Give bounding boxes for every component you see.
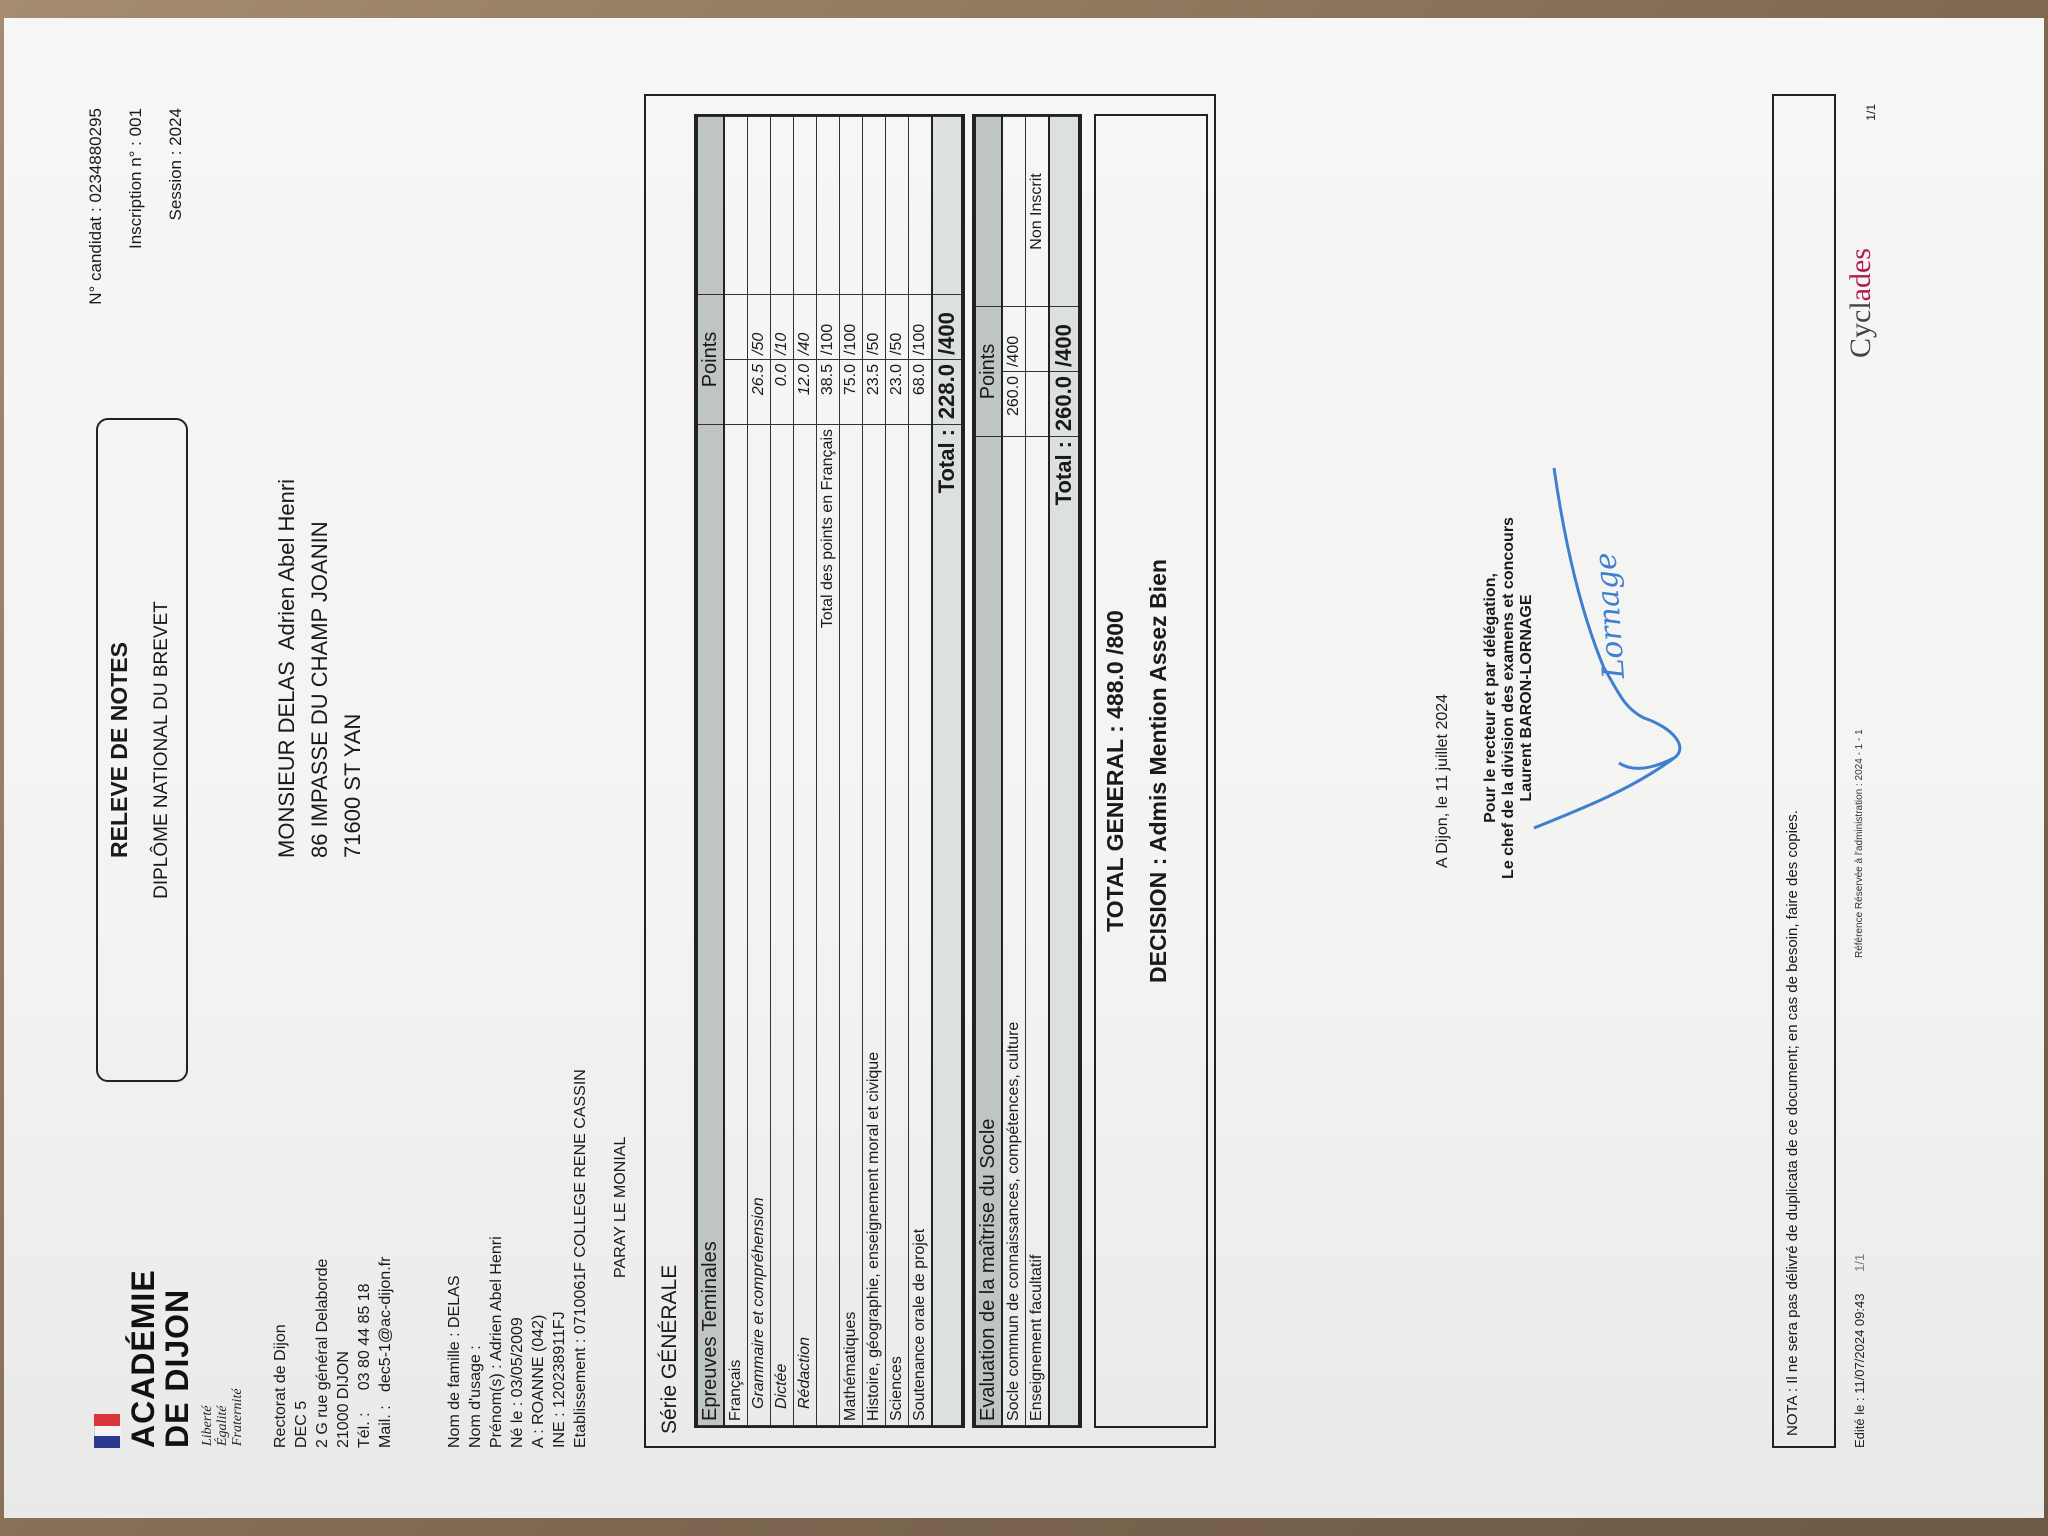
epreuve-max: /100	[909, 295, 933, 360]
session: Session : 2024	[166, 108, 185, 221]
document-page	[4, 18, 2044, 1518]
rectorat-address: Rectorat de Dijon DEC 5 2 G rue général Delaborde 21000 DIJON Tél. : 03 80 44 85 18 Mail. : dec5-1@ac-dijon.fr	[272, 1256, 394, 1448]
epreuve-points: 23.0	[886, 360, 909, 425]
epreuve-label: Total des points en Français	[817, 425, 840, 1426]
svg-text:Lornage: Lornage	[1588, 551, 1632, 680]
decision: DECISION : Admis Mention Assez Bien	[1145, 559, 1171, 983]
epreuve-max	[724, 295, 748, 360]
epreuve-row	[909, 117, 933, 1426]
document-subtitle: DIPLÔME NATIONAL DU BREVET	[151, 601, 172, 899]
epreuves-table	[694, 114, 965, 1428]
socle-points	[1026, 372, 1050, 437]
result-box	[1094, 114, 1208, 1428]
academie-logo-text: ACADÉMIE DE DIJON	[125, 1269, 195, 1448]
inscription-number: Inscription n° : 001	[126, 108, 145, 249]
serie-header: Série GÉNÉRALE	[644, 94, 696, 1448]
epreuve-row	[724, 117, 748, 1426]
socle-label: Socle commun de connaissances, compétences, culture	[1002, 437, 1026, 1426]
reference-admin: Référence Réservée à l'administration : 2024 - 1 - 1	[1854, 729, 1865, 958]
epreuve-label: Français	[724, 425, 748, 1426]
devise: Liberté Égalité Fraternité	[200, 1388, 245, 1446]
epreuve-row	[863, 117, 886, 1426]
signature-block: Pour le recteur et par délégation, Le chef de la division des examens et concours Laurent BARON-LORNAGE	[1482, 517, 1535, 879]
candidate-info	[76, 108, 196, 305]
epreuve-row	[840, 117, 863, 1426]
epreuve-label: Sciences	[886, 425, 909, 1426]
epreuve-points: 75.0	[840, 360, 863, 425]
socle-max	[1026, 307, 1050, 372]
socle-total-row: Total : 260.0 /400	[1049, 117, 1079, 1426]
etablissement-city: PARAY LE MONIAL	[612, 1136, 629, 1278]
epreuve-max: /50	[748, 295, 771, 360]
epreuve-max: /100	[817, 295, 840, 360]
socle-status	[1002, 117, 1026, 307]
epreuve-row	[794, 117, 817, 1426]
epreuve-max: /10	[771, 295, 794, 360]
epreuve-label: Grammaire et compréhension	[748, 425, 771, 1426]
cyclades-logo: Cyclades	[1844, 248, 1877, 358]
epreuve-row	[748, 117, 771, 1426]
candidate-identity: Nom de famille : DELAS Nom d'usage : Prénom(s) : Adrien Abel Henri Né le : 03/05/2009 A : ROANNE (042) INE : 120238911FJ Etablissement : 0710061F COLLEGE RENE CASSIN	[446, 1069, 589, 1448]
epreuve-label: Dictée	[771, 425, 794, 1426]
epreuve-points: 0.0	[771, 360, 794, 425]
epreuve-max: /100	[840, 295, 863, 360]
epreuve-label: Soutenance orale de projet	[909, 425, 933, 1426]
socle-header-row: Evaluation de la maîtrise du Socle Points	[975, 117, 1002, 1426]
epreuve-label: Rédaction	[794, 425, 817, 1426]
epreuve-points: 23.5	[863, 360, 886, 425]
epreuve-points: 12.0	[794, 360, 817, 425]
socle-row	[1002, 117, 1026, 1426]
epreuve-label: Mathématiques	[840, 425, 863, 1426]
epreuves-header-row: Epreuves Teminales Points	[697, 117, 724, 1426]
document-title: RELEVE DE NOTES	[106, 642, 132, 858]
socle-max: /400	[1002, 307, 1026, 372]
socle-table	[972, 114, 1082, 1428]
recipient-address: MONSIEUR DELAS Adrien Abel Henri 86 IMPASSE DU CHAMP JOANIN 71600 ST YAN	[274, 478, 365, 858]
nota-box: NOTA : Il ne sera pas délivré de duplicata de ce document; en cas de besoin, faire des copies.	[1772, 94, 1836, 1448]
epreuve-label: Histoire, géographie, enseignement moral et civique	[863, 425, 886, 1426]
epreuve-max: /40	[794, 295, 817, 360]
socle-label: Enseignement facultatif	[1026, 437, 1050, 1426]
signature-date: A Dijon, le 11 juillet 2024	[1434, 693, 1451, 868]
handwritten-signature	[1524, 448, 1704, 868]
epreuve-points	[724, 360, 748, 425]
epreuve-points: 26.5	[748, 360, 771, 425]
epreuve-max: /50	[886, 295, 909, 360]
candidat-number: N° candidat : 0234880295	[86, 108, 105, 305]
socle-row	[1026, 117, 1050, 1426]
epreuve-max: /50	[863, 295, 886, 360]
epreuve-row	[771, 117, 794, 1426]
epreuve-row	[886, 117, 909, 1426]
epreuve-points: 38.5	[817, 360, 840, 425]
total-general: TOTAL GENERAL : 488.0 /800	[1102, 610, 1128, 932]
epreuve-points: 68.0	[909, 360, 933, 425]
socle-points: 260.0	[1002, 372, 1026, 437]
edition-date: Edité le : 11/07/2024 09:43 1/1	[1852, 1253, 1867, 1448]
socle-status: Non Inscrit	[1026, 117, 1050, 307]
document-title-box	[96, 418, 188, 1082]
marianne-flag-logo	[94, 1414, 120, 1448]
epreuve-row	[817, 117, 840, 1426]
epreuves-total-row: Total : 228.0 /400	[932, 117, 962, 1426]
page-number: 1/1	[1864, 104, 1878, 121]
